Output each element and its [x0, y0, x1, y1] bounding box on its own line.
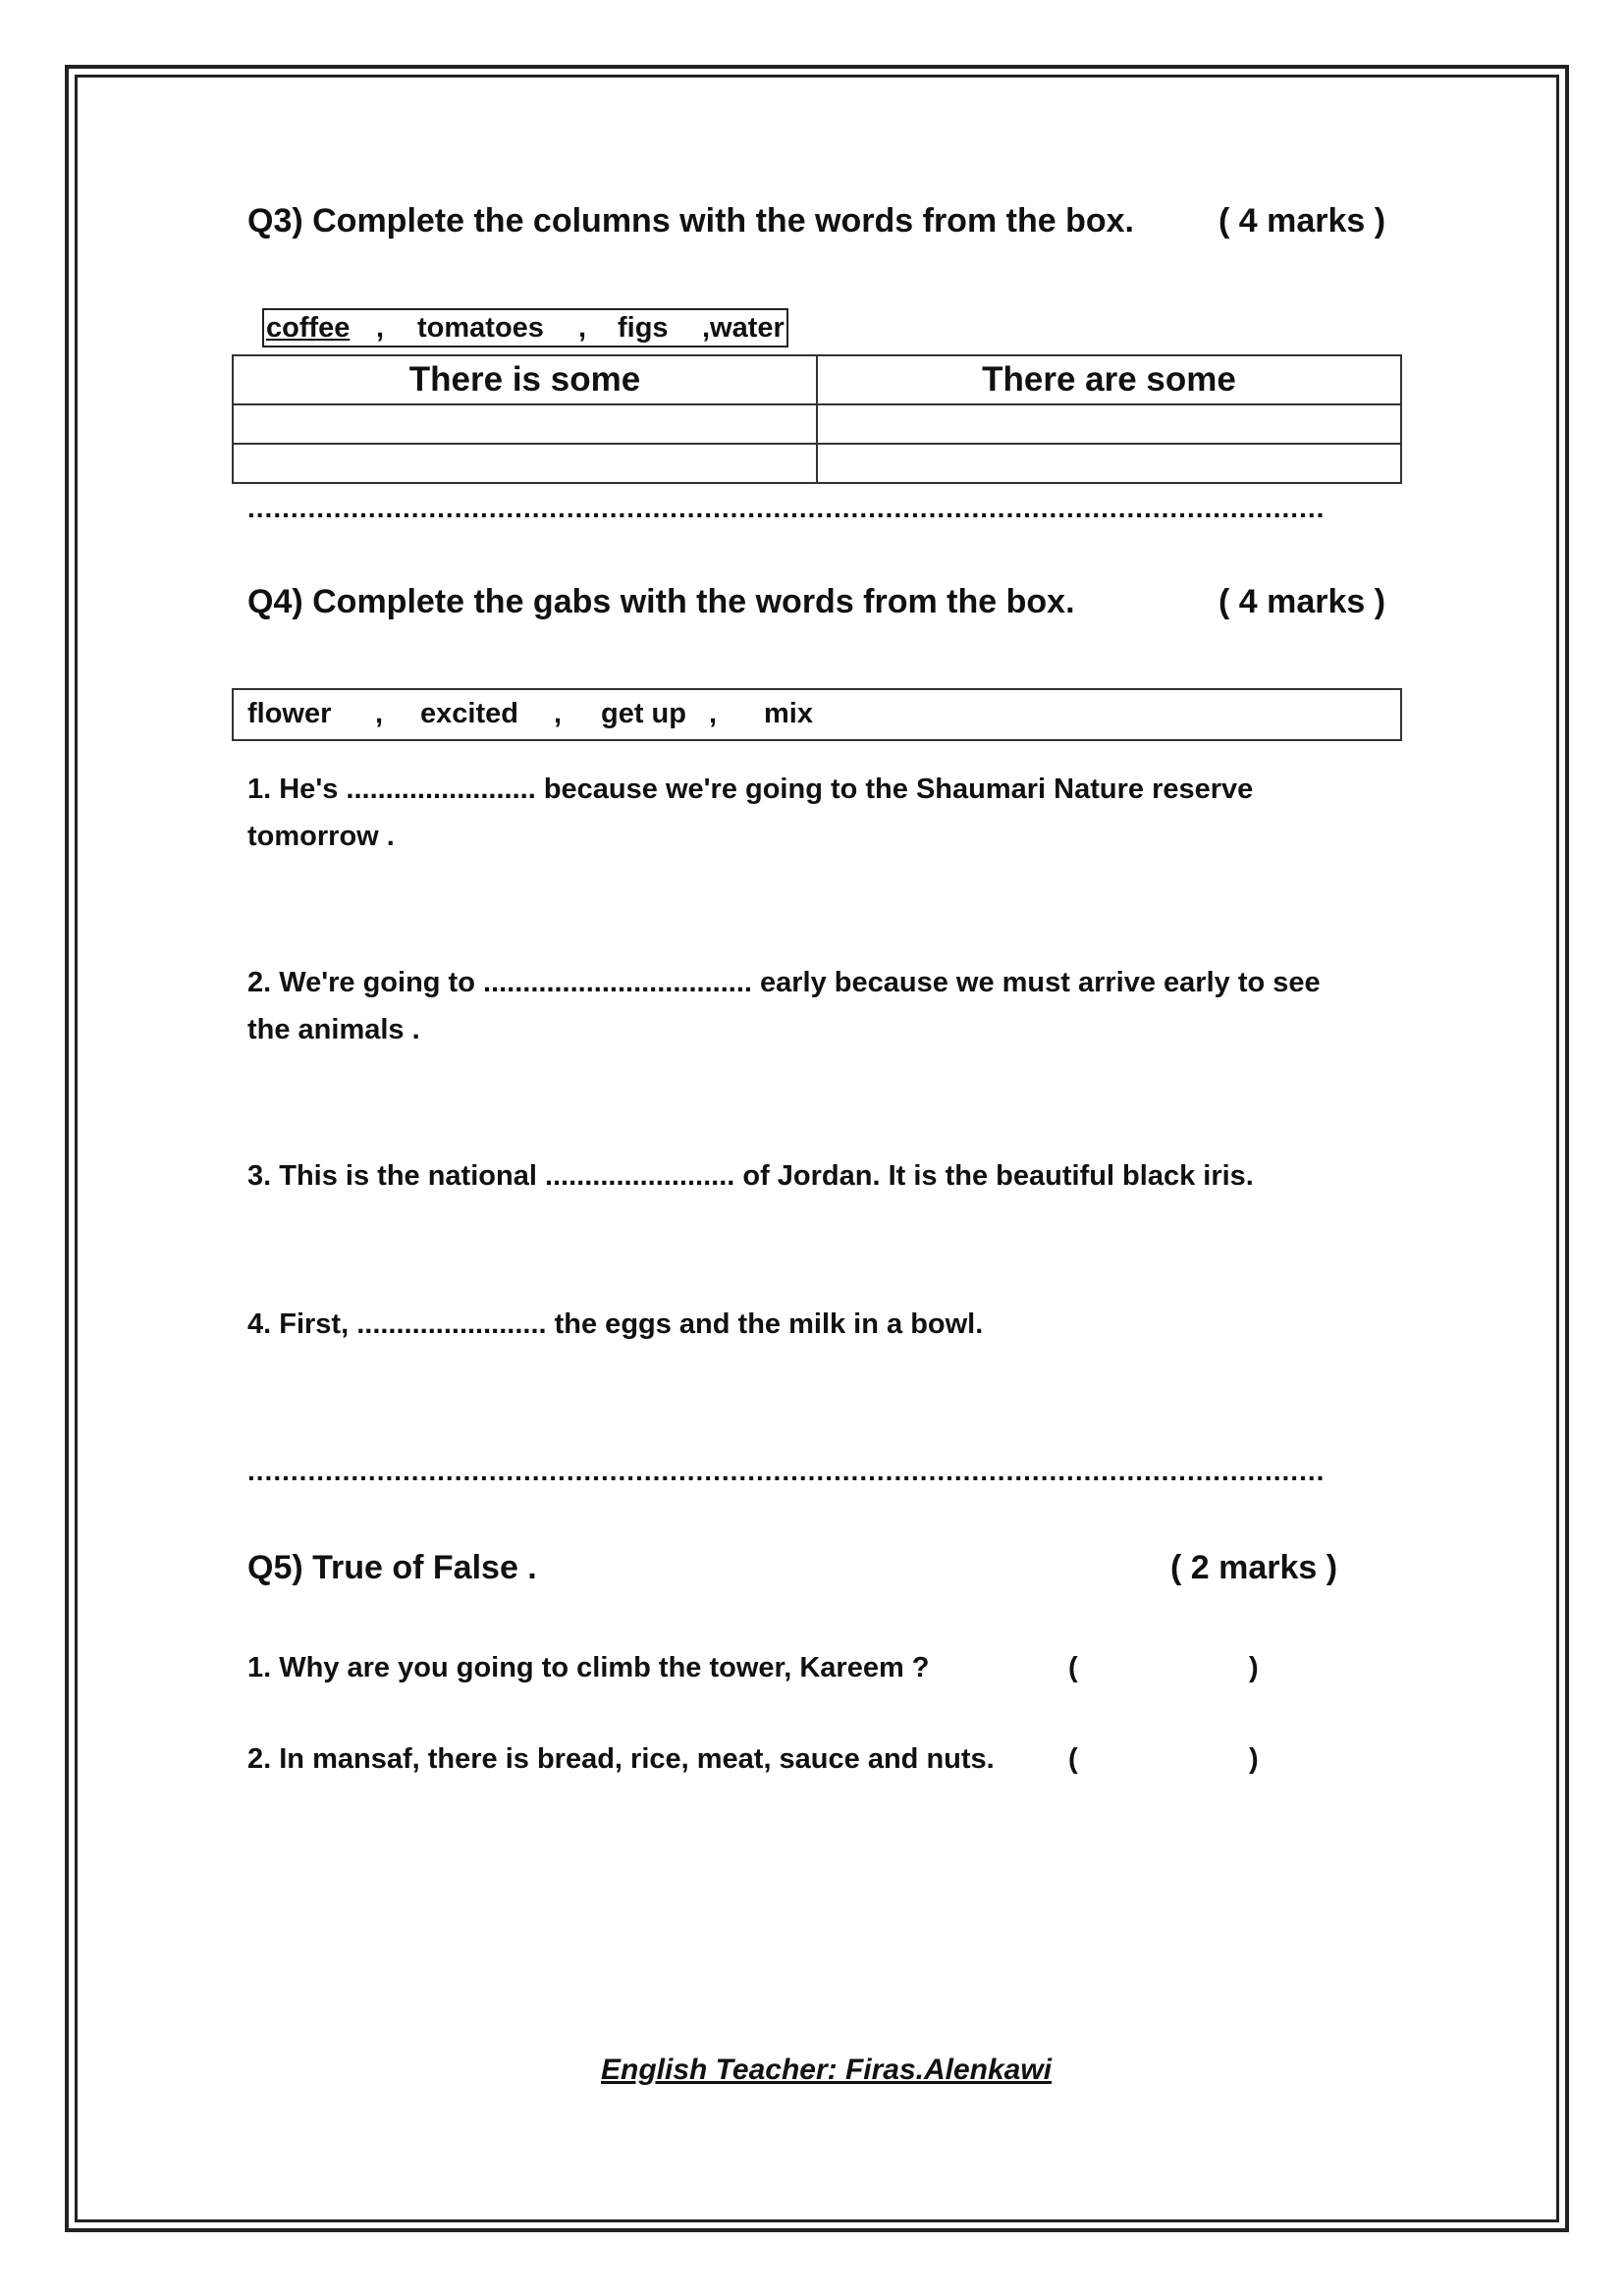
- q4-item-1-line-1: 1. He's ........................ because we're going to the Shaumari Nature reserve: [247, 774, 1254, 805]
- q4-word-separator: ,: [375, 698, 384, 729]
- q4-word-separator: ,: [709, 698, 718, 729]
- q5-item-2: 2. In mansaf, there is bread, rice, meat, sauce and nuts.: [247, 1743, 995, 1775]
- section-separator: .............................................................................................................................: [247, 1456, 1326, 1486]
- q4-marks: ( 4 marks ): [1218, 583, 1386, 620]
- section-separator: .............................................................................................................................: [247, 493, 1326, 523]
- column-header-there-is-some: There is some: [233, 355, 817, 404]
- q4-word: mix: [764, 698, 813, 729]
- q4-title: Q4) Complete the gabs with the words from the box.: [247, 583, 1075, 620]
- q4-item-1-line-2: tomorrow .: [247, 821, 395, 852]
- q3-word-separator: ,: [578, 312, 587, 344]
- answer-cell[interactable]: [817, 444, 1401, 483]
- q4-item-2-line-2: the animals .: [247, 1014, 420, 1045]
- q3-word: ,water: [702, 312, 785, 344]
- q5-item-1-bracket-close: ): [1249, 1652, 1259, 1683]
- q3-word: figs: [618, 312, 669, 344]
- column-header-there-are-some: There are some: [817, 355, 1401, 404]
- q3-word: coffee: [266, 312, 351, 344]
- q4-word-box: [232, 688, 1402, 741]
- q3-word: tomatoes: [417, 312, 544, 344]
- q5-item-1: 1. Why are you going to climb the tower, Kareem ?: [247, 1652, 930, 1683]
- q4-word: get up: [601, 698, 686, 729]
- q3-marks: ( 4 marks ): [1218, 202, 1386, 240]
- q3-word-separator: ,: [376, 312, 385, 344]
- q5-title: Q5) True of False .: [247, 1549, 537, 1586]
- answer-cell[interactable]: [233, 404, 817, 444]
- q4-item-2-line-1: 2. We're going to .................................. early because we must arrive early to see: [247, 967, 1321, 998]
- q4-word-separator: ,: [554, 698, 563, 729]
- answer-cell[interactable]: [233, 444, 817, 483]
- q5-item-1-bracket-open: (: [1068, 1652, 1078, 1683]
- q4-word: flower: [247, 698, 332, 729]
- q4-word: excited: [420, 698, 518, 729]
- answer-cell[interactable]: [817, 404, 1401, 444]
- q3-columns-table: [232, 354, 1402, 484]
- q4-item-4: 4. First, ........................ the eggs and the milk in a bowl.: [247, 1308, 984, 1340]
- teacher-signature: English Teacher: Firas.Alenkawi: [601, 2054, 1053, 2086]
- q3-title: Q3) Complete the columns with the words from the box.: [247, 202, 1134, 240]
- q4-item-3: 3. This is the national ........................ of Jordan. It is the beautiful black iris.: [247, 1160, 1254, 1192]
- q5-item-2-bracket-open: (: [1068, 1743, 1078, 1775]
- q5-item-2-bracket-close: ): [1249, 1743, 1259, 1775]
- q3-word-box: [262, 308, 788, 347]
- q5-item-2-answer-space[interactable]: [1090, 1740, 1237, 1780]
- q5-item-1-answer-space[interactable]: [1090, 1649, 1237, 1688]
- q5-marks: ( 2 marks ): [1170, 1549, 1338, 1586]
